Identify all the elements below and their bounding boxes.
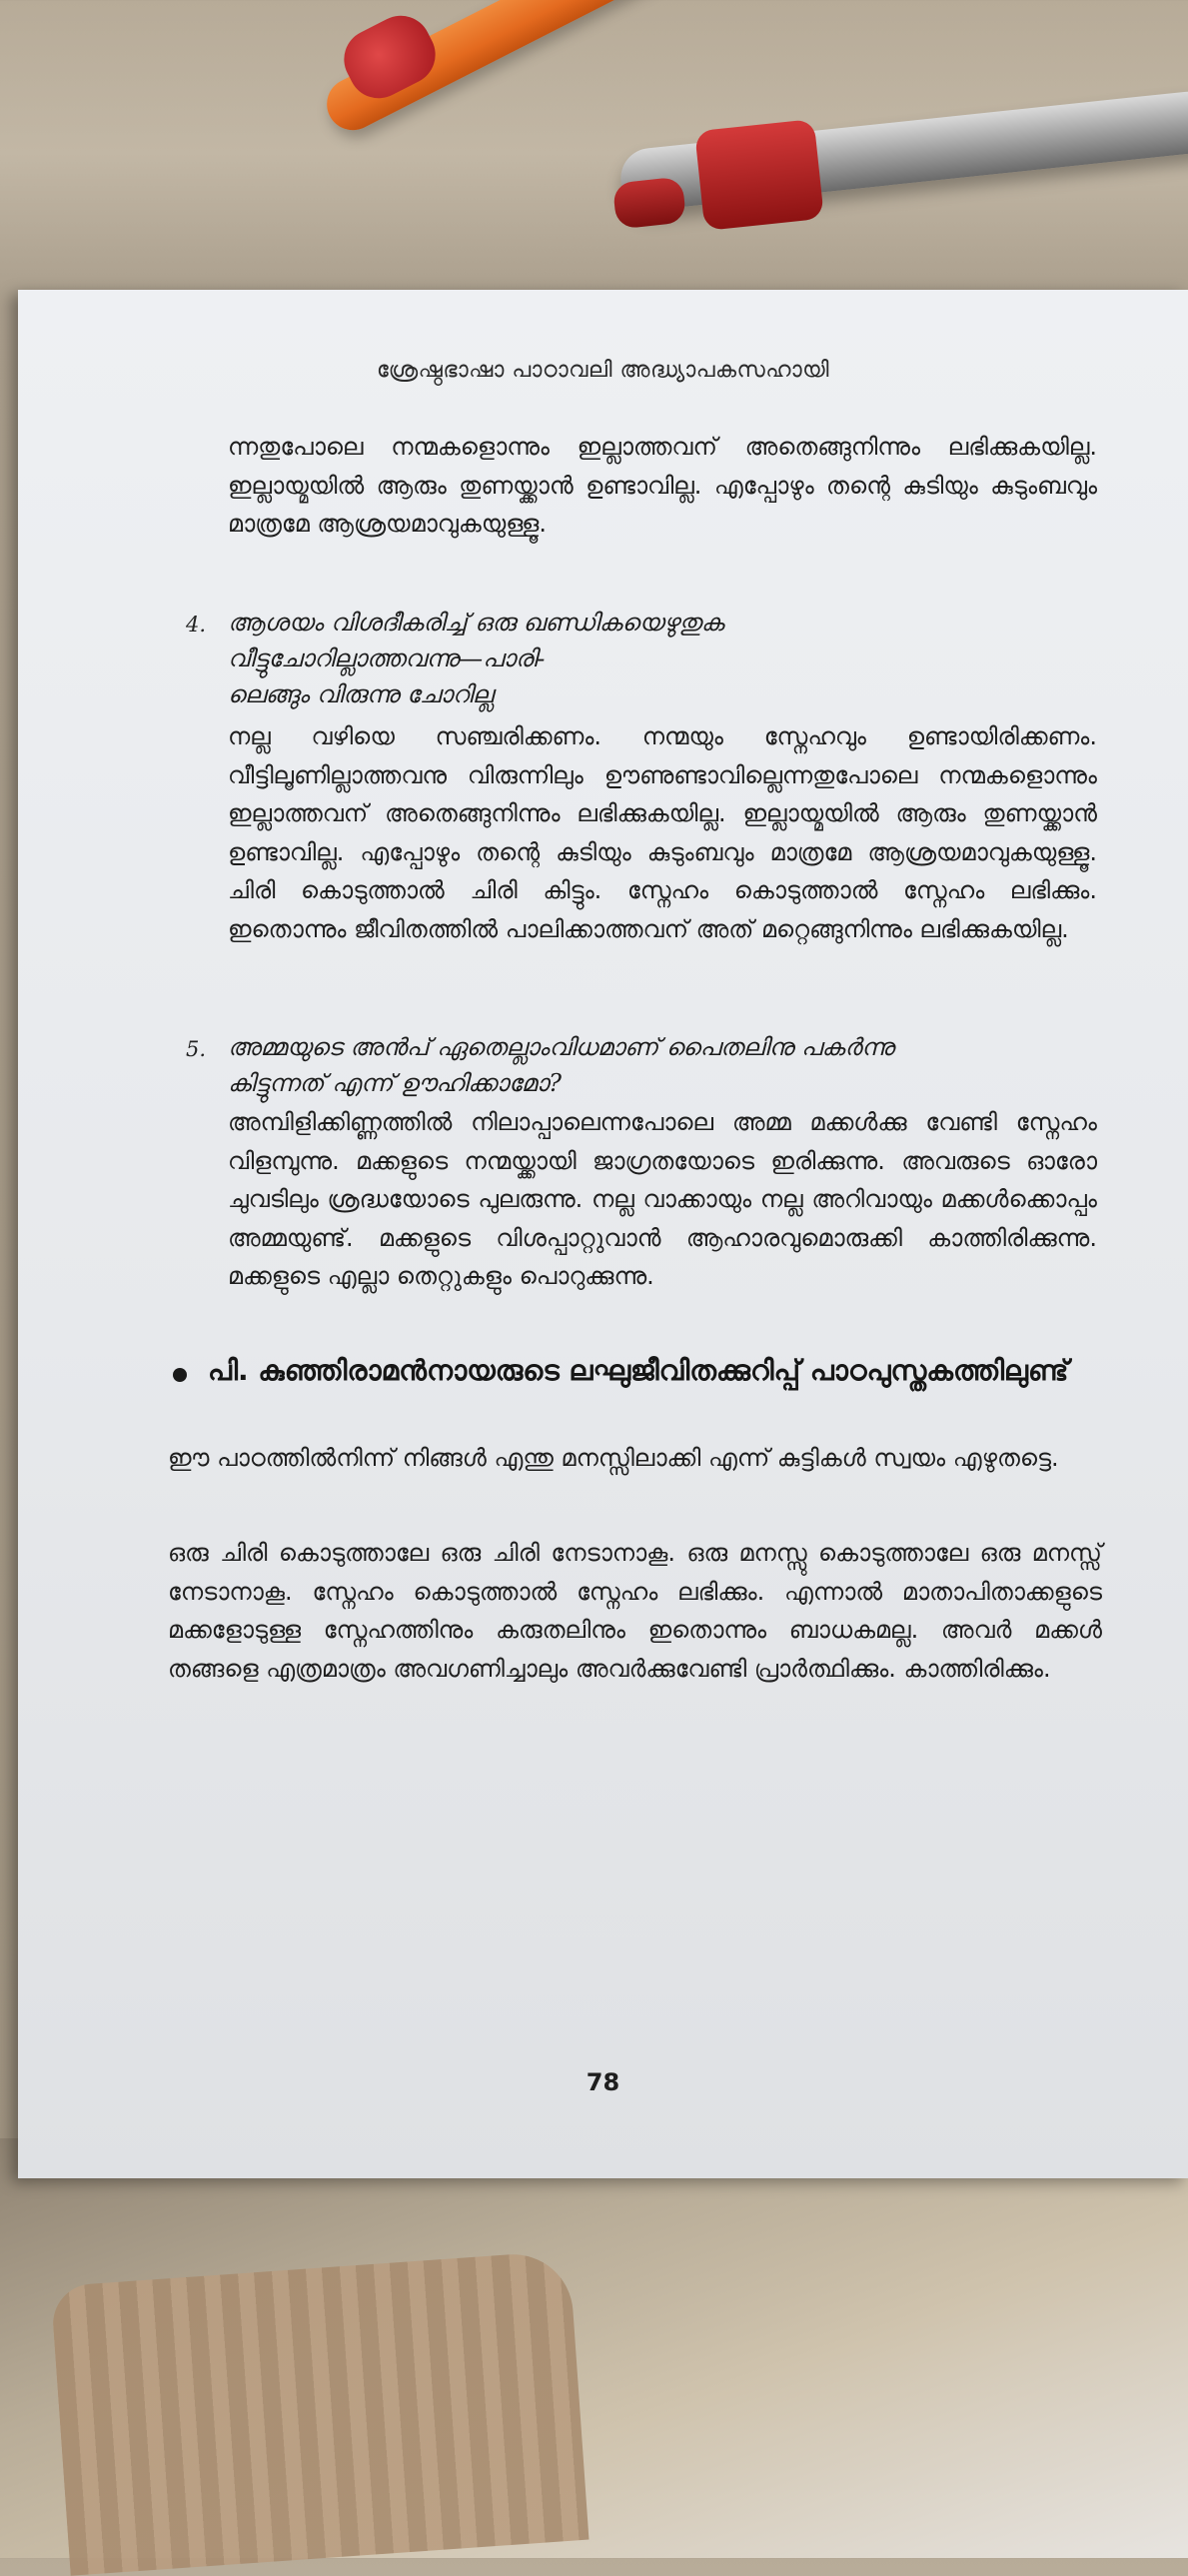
- paragraph-after-2: ഒരു ചിരി കൊടുത്താലേ ഒരു ചിരി നേടാനാകൂ. ഒരു മനസ്സു കൊടുത്താലേ ഒരു മനസ്സ് നേടാനാകൂ. സ്നേഹം കൊടുത്താൽ സ്നേഹം ലഭിക്കും. എന്നാൽ മാതാപിതാക്കളുടെ മക്കളോടുള്ള സ്നേഹത്തിനും കരുതലിനും ഇതൊന്നും ബാധകമല്ല. അവർ മക്കൾ തങ്ങളെ എത്രമാത്രം അവഗണിച്ചാലും അവർക്കുവേണ്ടി പ്രാർത്ഥിക്കും. കാത്തിരിക്കും.: [168, 1539, 1102, 1683]
- page-number: 78: [586, 2068, 620, 2096]
- question-4-line-1: ആശയം വിശദീകരിച്ച് ഒരു ഖണ്ഡികയെഴുതുക: [228, 609, 724, 637]
- question-5-line-2: കിട്ടുന്നത് എന്ന് ഊഹിക്കാമോ?: [228, 1069, 562, 1097]
- cloth-fold: [51, 2250, 590, 2576]
- page-header: ശ്രേഷ്ഠഭാഷാ പാഠാവലി അദ്ധ്യാപകസഹായി: [376, 358, 829, 383]
- question-5-answer: അമ്പിളിക്കിണ്ണത്തിൽ നിലാപ്പാലെന്നപോലെ അമ്മ മക്കൾക്കു വേണ്ടി സ്നേഹം വിളമ്പുന്നു. മക്കളുടെ നന്മയ്ക്കായി ജാഗ്രതയോടെ ഇരിക്കുന്നു. അവരുടെ ഓരോ ചുവടിലും ശ്രദ്ധയോടെ പുലരുന്നു. നല്ല വാക്കായും നല്ല അറിവായും മക്കൾക്കൊപ്പം അമ്മയുണ്ട്. മക്കളുടെ വിശപ്പാറ്റുവാൻ ആഹാരവുമൊരുക്കി കാത്തിരിക്കുന്നു. മക്കളുടെ എല്ലാ തെറ്റുകളും പൊറുക്കുന്നു.: [228, 1108, 1097, 1290]
- question-4-answer: നല്ല വഴിയെ സഞ്ചരിക്കണം. നന്മയും സ്നേഹവും ഉണ്ടായിരിക്കണം. വീട്ടിലൂണില്ലാത്തവനു വിരുന്നിലും ഊണുണ്ടാവില്ലെന്നതുപോലെ നന്മകളൊന്നും ഇല്ലാത്തവന് അതെങ്ങുനിന്നും ലഭിക്കുകയില്ല. ഇല്ലായ്മയിൽ ആരും തുണയ്ക്കാൻ ഉണ്ടാവില്ല. എപ്പോഴും തന്റെ കുടിയും കുടുംബവും മാത്രമേ ആശ്രയമാവുകയുള്ളൂ. ചിരി കൊടുത്താൽ ചിരി കിട്ടും. സ്നേഹം കൊടുത്താൽ സ്നേഹം ലഭിക്കും. ഇതൊന്നും ജീവിതത്തിൽ പാലിക്കാത്തവന് അത് മറ്റെങ്ങുനിന്നും ലഭിക്കുകയില്ല.: [228, 722, 1097, 943]
- book-page: [18, 290, 1188, 2178]
- question-4-number: 4.: [186, 613, 207, 637]
- silver-pen-tip: [612, 176, 686, 229]
- question-4-line-2: വീട്ടുചോറില്ലാത്തവന്നു—പാരി-: [228, 644, 546, 672]
- question-5-line-1: അമ്മയുടെ അൻപ് ഏതെല്ലാംവിധമാണ് പൈതലിനു പകർന്നു: [228, 1033, 894, 1061]
- paragraph-after-1: ഈ പാഠത്തിൽനിന്ന് നിങ്ങൾ എന്തു മനസ്സിലാക്കി എന്ന് കുട്ടികൾ സ്വയം എഴുതട്ടെ.: [168, 1444, 1059, 1472]
- intro-paragraph: ന്നതുപോലെ നന്മകളൊന്നും ഇല്ലാത്തവന് അതെങ്ങുനിന്നും ലഭിക്കുകയില്ല. ഇല്ലായ്മയിൽ ആരും തുണയ്ക്കാൻ ഉണ്ടാവില്ല. എപ്പോഴും തന്റെ കുടിയും കുടുംബവും മാത്രമേ ആശ്രയമാവുകയുള്ളൂ.: [228, 433, 1097, 538]
- silver-pen-red-cap: [694, 119, 824, 231]
- question-5-number: 5.: [186, 1037, 207, 1061]
- question-4-line-3: ലെങ്ങും വിരുന്നു ചോറില്ല: [228, 680, 494, 708]
- bullet-icon: [173, 1368, 187, 1382]
- bullet-heading: പി. കുഞ്ഞിരാമൻനായരുടെ ലഘുജീവിതക്കുറിപ്പ് പാഠപുസ്തകത്തിലുണ്ട്: [208, 1354, 1069, 1387]
